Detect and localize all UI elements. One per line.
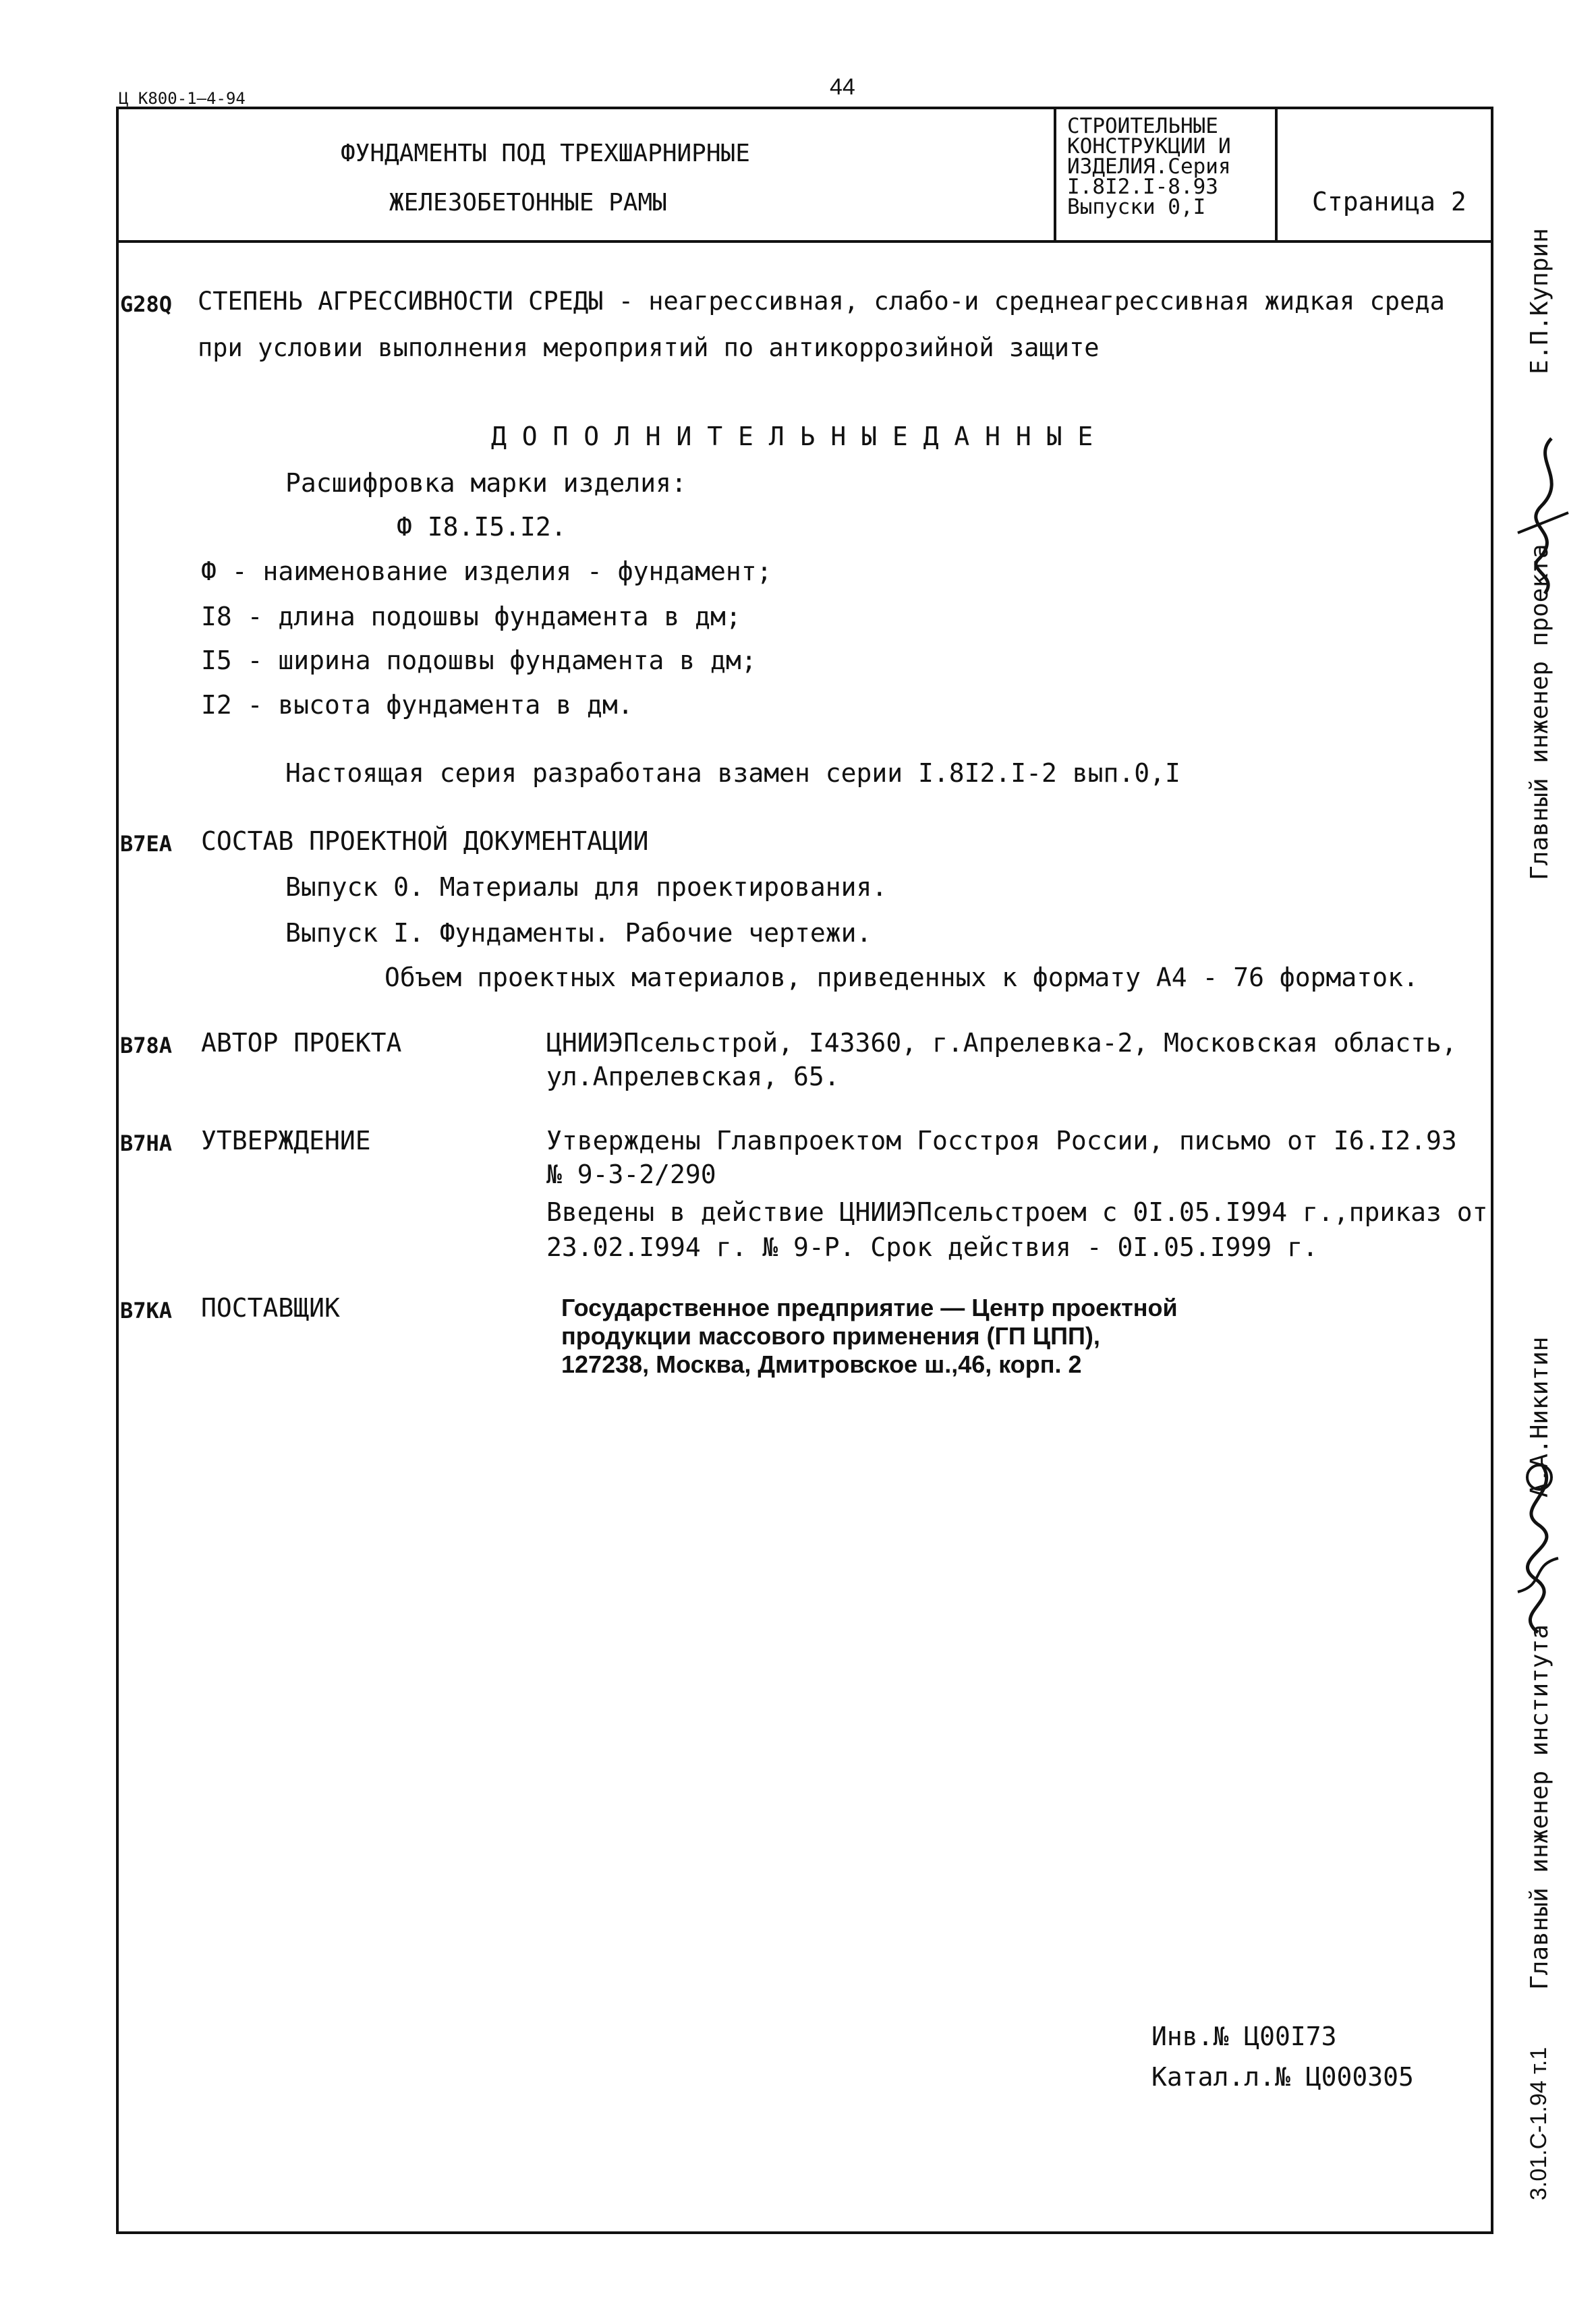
- chief-project-engineer-label: Главный инженер проекта: [1526, 544, 1554, 880]
- supplier-line2: продукции массового применения (ГП ЦПП),: [561, 1322, 1100, 1350]
- nikitin-name: А.А.Никитин: [1526, 1336, 1554, 1497]
- supplier-line3: 127238, Москва, Дмитровское ш.,46, корп. 2: [561, 1350, 1082, 1378]
- composition-issue-0: Выпуск 0. Материалы для проектирования.: [285, 872, 888, 902]
- header-divider-1: [1054, 107, 1056, 241]
- decode-label: Расшифровка марки изделия:: [285, 468, 687, 498]
- kuprin-name: Е.П.Куприн: [1526, 228, 1554, 374]
- header-series-block: [1067, 116, 1231, 217]
- header-title-line2: ЖЕЛЕЗОБЕТОННЫЕ РАМЫ: [389, 189, 667, 217]
- series-line: СТРОИТЕЛЬНЫЕ: [1067, 114, 1218, 138]
- document-code: Ц К800-1—4-94: [119, 89, 246, 108]
- section-code-approval: B7HA: [120, 1131, 173, 1156]
- section-code-author: B78A: [120, 1033, 173, 1058]
- additional-data-heading: Д О П О Л Н И Т Е Л Ь Н Ы Е Д А Н Н Ы Е: [491, 422, 1093, 451]
- approval-line4: 23.02.I994 г. № 9-Р. Срок действия - 0I.05.I999 г.: [546, 1232, 1318, 1262]
- header-bottom-rule: [116, 240, 1491, 243]
- composition-title: СОСТАВ ПРОЕКТНОЙ ДОКУМЕНТАЦИИ: [201, 826, 649, 856]
- header-page-label: Страница 2: [1312, 187, 1466, 217]
- replacement-note: Настоящая серия разработана взамен серии I.8I2.I-2 вып.0,I: [285, 758, 1180, 788]
- chief-institute-engineer-label: Главный инженер института: [1526, 1624, 1554, 1990]
- author-line2: ул.Апрелевская, 65.: [546, 1062, 840, 1091]
- series-line: I.8I2.I-8.93: [1067, 175, 1218, 199]
- section-code-aggression: G28Q: [120, 291, 173, 317]
- header-title-line1: ФУНДАМЕНТЫ ПОД ТРЕХШАРНИРНЫЕ: [341, 140, 750, 167]
- kuprin-signature: [1504, 432, 1578, 600]
- inventory-number: Инв.№ Ц00I73: [1151, 2022, 1337, 2051]
- page-number: 44: [830, 74, 855, 100]
- approval-line2: № 9-3-2/290: [546, 1160, 716, 1189]
- nikitin-signature: [1498, 1450, 1578, 1639]
- author-title: АВТОР ПРОЕКТА: [201, 1028, 402, 1058]
- author-line1: ЦНИИЭПсельстрой, I43360, г.Апрелевка-2, Московская область,: [546, 1028, 1457, 1058]
- series-line: КОНСТРУКЦИИ И: [1067, 134, 1231, 159]
- composition-issue-1: Выпуск I. Фундаменты. Рабочие чертежи.: [285, 918, 872, 948]
- catalog-sheet-number: Катал.л.№ Ц000305: [1151, 2062, 1414, 2092]
- mark-item-4: I2 - высота фундамента в дм.: [201, 690, 633, 720]
- catalog-stamp: 3.01.С-1.94 т.1: [1526, 2047, 1551, 2200]
- composition-volume: Объем проектных материалов, приведенных к формату А4 - 76 форматок.: [384, 963, 1419, 992]
- approval-line3: Введены в действие ЦНИИЭПсельстроем с 0I.05.I994 г.,приказ от: [546, 1197, 1488, 1227]
- section-code-supplier: B7KA: [120, 1298, 173, 1323]
- product-mark: Ф I8.I5.I2.: [397, 512, 567, 542]
- section-code-composition: B7EA: [120, 831, 173, 857]
- series-line: Выпуски 0,I: [1067, 195, 1206, 219]
- mark-item-1: Ф - наименование изделия - фундамент;: [201, 556, 772, 586]
- supplier-title: ПОСТАВЩИК: [201, 1293, 340, 1323]
- mark-item-3: I5 - ширина подошвы фундамента в дм;: [201, 646, 757, 675]
- series-line: ИЗДЕЛИЯ.Серия: [1067, 154, 1231, 179]
- mark-item-2: I8 - длина подошвы фундамента в дм;: [201, 602, 741, 631]
- aggression-line1: СТЕПЕНЬ АГРЕССИВНОСТИ СРЕДЫ - неагрессивная, слабо-и среднеагрессивная жидкая среда: [198, 287, 1445, 316]
- supplier-line1: Государственное предприятие — Центр проектной: [561, 1294, 1178, 1321]
- approval-line1: Утверждены Главпроектом Госстроя России, письмо от I6.I2.93: [546, 1126, 1457, 1155]
- aggression-line2: при условии выполнения мероприятий по антикоррозийной защите: [198, 333, 1100, 362]
- header-divider-2: [1275, 107, 1278, 241]
- approval-title: УТВЕРЖДЕНИЕ: [201, 1126, 371, 1155]
